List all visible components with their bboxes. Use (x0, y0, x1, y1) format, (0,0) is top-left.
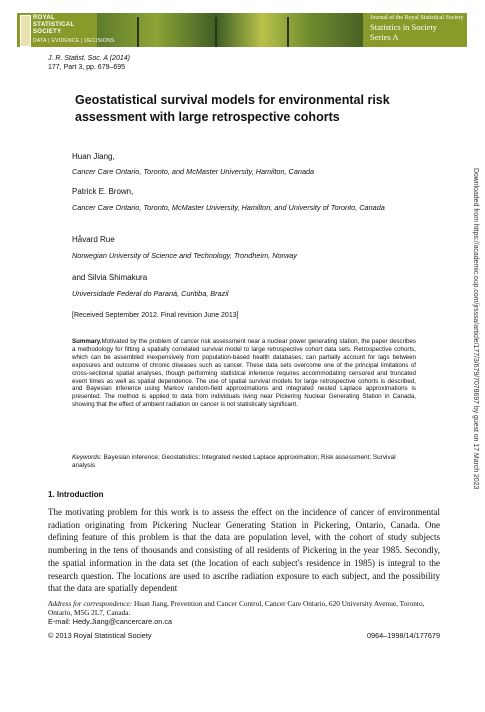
correspondence-email: E-mail: Hedy.Jiang@cancercare.on.ca (48, 617, 173, 626)
author-name: and Silvia Shimakura (72, 273, 148, 282)
summary-text: Motivated by the problem of cancer risk assessment near a nuclear power generating station, the paper describes a methodology for fitting a spatially correlated survival model to large retrospective cohort data sets. Retrospective cohorts, which can be assembled inexpensively from population-based health databases, can partially account for lags between exposures and outcome of chronic diseases such as cancer. These data sets overcome one of the principal limitations of cross-sectional spatial analyses, though performing statistical inference requires accommodating censored and truncated event times as well as spatial dependence. The use of spatial survival models for large retrospective cohorts is described, and Bayesian inference using Markov random-field approximations and integrated nested Laplace approximations is presented. The method is applied to data from individuals living near Pickering Nuclear Generating Station in Canada, showing that the effect of ambient radiation on cancer is not statistically significant. (72, 338, 416, 409)
society-line-1: ROYAL (33, 15, 55, 21)
download-watermark (467, 168, 481, 548)
journal-line-3: Series A (370, 32, 399, 42)
footnote-text: Huan Jiang, Prevention and Cancer Control, Cancer Care Ontario, 620 University Avenue, Toronto, Ontario, M5G 2L7, Canada. (48, 599, 425, 617)
summary-label: Summary. (72, 338, 102, 345)
author-affiliation: Cancer Care Ontario, Toronto, and McMaster University, Hamilton, Canada (72, 167, 315, 176)
author-affiliation: Norwegian University of Science and Technology, Trondheim, Norway (72, 251, 297, 260)
author-name: Huan Jiang, (72, 152, 115, 161)
society-tagline: DATA | EVIDENCE | DECISIONS (33, 38, 115, 44)
citation (48, 54, 130, 72)
body-paragraph: The motivating problem for this work is to assess the effect on the incidence of cancer of environmental radiation originating from Pickering Nuclear Generating Station in Pickering, Ontario, Canada. One defining feature of this problem is that the data are population level, with the cohort of study subjects numbering in the tens of thousands and consisting of all residents of Pickering in the year 1985. Secondly, the spatial information in the data set (the location of each subject's residence in 1985) is integral to the research question. The locations are used to ascribe radiation exposure to each subject, and the possibility that the data are spatially dependent (48, 507, 440, 594)
author-affiliation: Cancer Care Ontario, Toronto, McMaster University, Hamilton, and University of Toronto, Canada (72, 203, 385, 212)
author-affiliation: Universidade Federal do Paraná, Curitiba, Brazil (72, 289, 229, 298)
journal-line-2: Statistics in Society (370, 22, 438, 32)
crest-icon (20, 15, 31, 47)
copyright-notice: © 2013 Royal Statistical Society (48, 631, 152, 640)
section-heading: 1. Introduction (48, 490, 104, 499)
received-dates: [Received September 2012. Final revision June 2013] (72, 312, 239, 319)
header-photo (97, 13, 363, 47)
keywords-text: Bayesian inference; Geostatistics; Integrated nested Laplace approximation; Risk assessment; Survival analysis (72, 454, 396, 469)
download-note-text: Downloaded from https://academic.oup.com/jrsssa/article/177/3/679/7078697 by guest on 17 March 2023 (472, 168, 479, 490)
keywords (72, 454, 416, 470)
page-title: Geostatistical survival models for environmental risk assessment with large retrospective cohorts (75, 93, 390, 124)
issn: 0964–1998/14/177679 (366, 631, 440, 640)
author-name: Håvard Rue (72, 235, 115, 244)
footnote-label: Address for correspondence: (48, 599, 133, 608)
summary (72, 338, 416, 409)
journal-name (370, 15, 466, 42)
author-name: Patrick E. Brown, (72, 187, 134, 196)
society-line-3: SOCIETY (33, 29, 62, 35)
citation-volume: 177, Part 3, pp. 679–695 (48, 64, 126, 71)
correspondence-footnote (48, 599, 440, 626)
journal-line-1: Journal of the Royal Statistical Society (370, 15, 464, 21)
keywords-label: Keywords: (72, 454, 102, 461)
citation-journal: J. R. Statist. Soc. A (2014) (48, 55, 130, 62)
society-line-2: STATISTICAL (33, 22, 75, 28)
